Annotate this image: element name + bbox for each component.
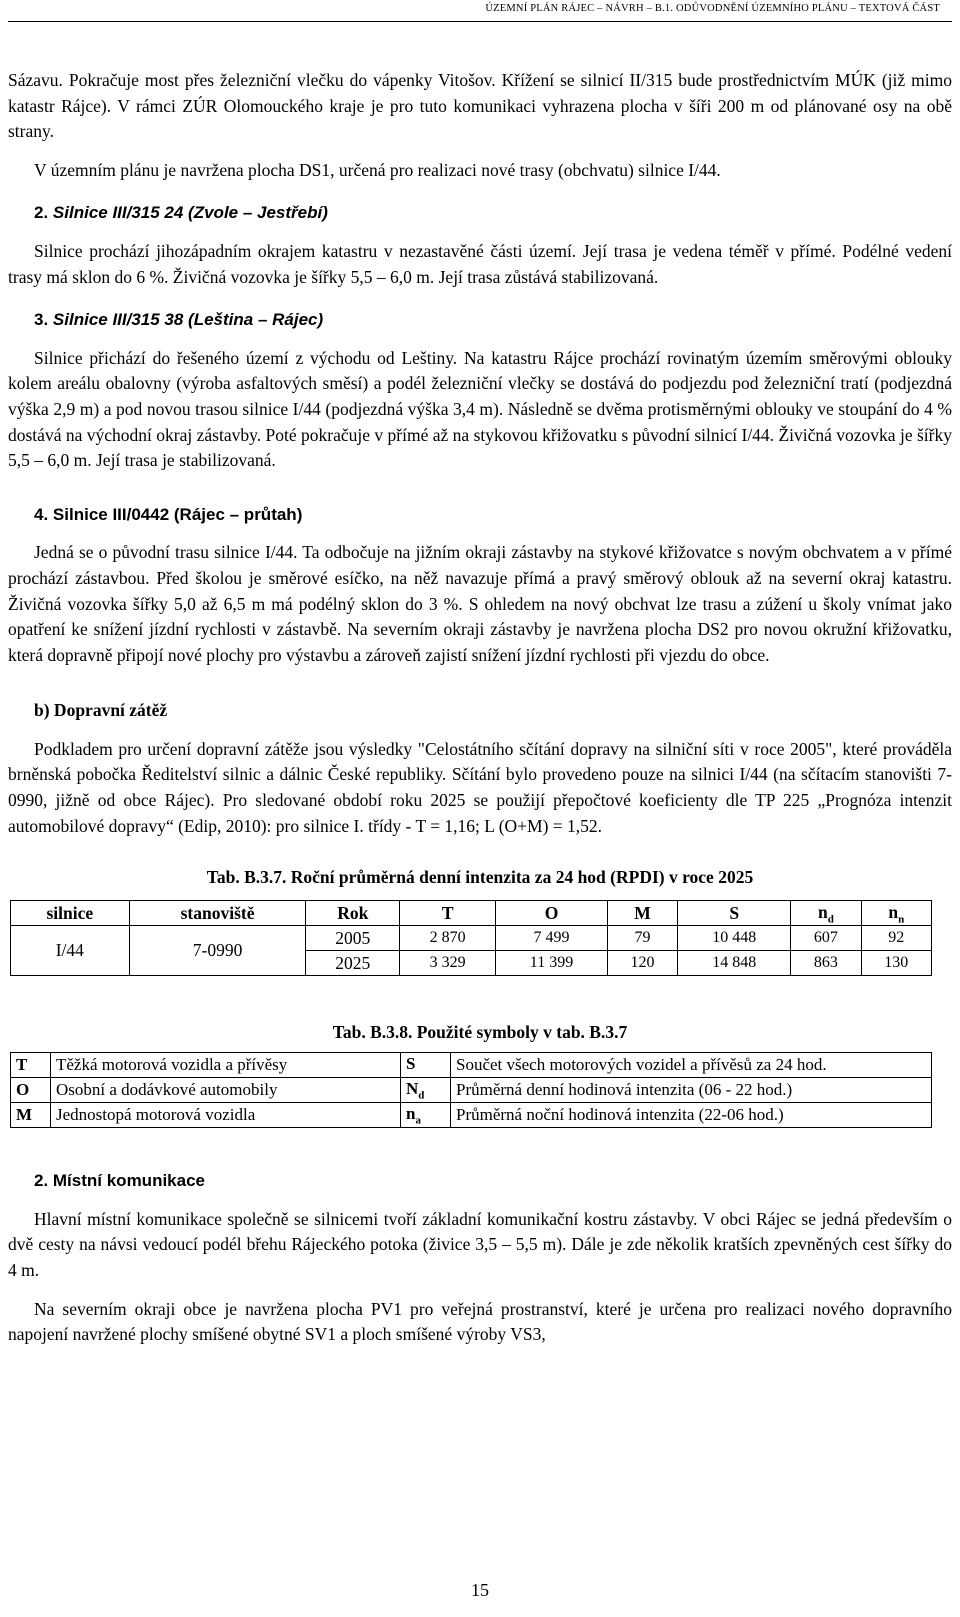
table-row	[11, 1053, 932, 1078]
symbols-table	[10, 1052, 932, 1128]
symbol-cell: S	[401, 1053, 451, 1078]
paragraph: Sázavu. Pokračuje most přes železniční vlečku do vápenky Vitošov. Křížení se silnicí II/315 bude prostřednictvím MÚK (již mimo katastr Rájce). V rámci ZÚR Olomouckého kraje je pro tuto komunikaci vyhrazena plocha v šíři 200 m od plánované osy na obě strany.	[8, 70, 952, 142]
section-heading-local-roads: 2. Místní komunikace	[34, 1171, 205, 1191]
table-row	[11, 926, 932, 951]
header-rule	[8, 21, 952, 22]
value-cell: 607	[791, 926, 861, 951]
header-cell: stanoviště	[129, 901, 306, 926]
value-cell: 130	[861, 951, 931, 976]
page-content	[8, 68, 952, 1348]
value-cell: 7 499	[496, 926, 608, 951]
symbol-cell: $n_a$	[401, 1103, 451, 1128]
value-cell: 10 448	[678, 926, 791, 951]
paragraph: Silnice přichází do řešeného území z východu od Leštiny. Na katastru Rájce prochází rovinatým územím směrovými oblouky kolem areálu obalovny (výroba asfaltových směsí) a podél železniční vlečky se dostává do podjezdu pod železniční tratí (podjezdná výška 2,9 m) a pod novou trasou silnice I/44 (podjezdná výška 3,4 m). Následně se dvěma protisměrnými oblouky ve stoupání do 4 % dostává na východní okraj zástavby. Poté pokračuje v přímé až na stykovou křižovatku s původní silnicí I/44. Živičná vozovka je šířky 5,5 – 6,0 m. Její trasa je stabilizovaná.	[8, 347, 952, 471]
year-cell: 2005	[306, 926, 400, 951]
header-cell: silnice	[11, 901, 130, 926]
table-row	[11, 1103, 932, 1128]
value-cell: 2 870	[400, 926, 496, 951]
section-heading-4: 4. Silnice III/0442 (Rájec – průtah)	[34, 504, 303, 524]
description-cell: Těžká motorová vozidla a přívěsy	[51, 1053, 401, 1078]
table-header-row	[11, 901, 932, 926]
header-cell: Rok	[306, 901, 400, 926]
description-cell: Průměrná noční hodinová intenzita (22-06 hod.)	[451, 1103, 932, 1128]
header-cell: $n_d$	[791, 901, 861, 926]
section-heading-2: 2. Silnice III/315 24 (Zvole – Jestřebí)	[34, 203, 328, 223]
paragraph: Podkladem pro určení dopravní zátěže jsou výsledky "Celostátního sčítání dopravy na silniční síti v roce 2005", které prováděla brněnská pobočka Ředitelství silnic a dálnic České republiky. Sčítání bylo provedeno pouze na silnici I/44 (na sčítacím stanovišti 7-0990, jižně od obce Rájec). Pro sledované období roku 2025 se použijí přepočtové koeficienty dle TP 225 „Prognóza intenzit automobilové dopravy“ (Edip, 2010): pro silnice I. třídy - T = 1,16; L (O+M) = 1,52.	[8, 738, 952, 836]
value-cell: 863	[791, 951, 861, 976]
header-cell: O	[496, 901, 608, 926]
symbol-cell: T	[11, 1053, 51, 1078]
section-heading-3: 3. Silnice III/315 38 (Leština – Rájec)	[34, 310, 324, 330]
value-cell: 79	[607, 926, 677, 951]
section-heading-b: b) Dopravní zátěž	[34, 700, 168, 721]
paragraph: Silnice prochází jihozápadním okrajem katastru v nezastavěné části území. Její trasa je vedena téměř v přímé. Podélné vedení trasy má sklon do 6 %. Živičná vozovka je šířky 5,5 – 6,0 m. Její trasa zůstává stabilizovaná.	[8, 240, 952, 287]
header-cell: $n_n$	[861, 901, 931, 926]
description-cell: Průměrná denní hodinová intenzita (06 - 22 hod.)	[451, 1078, 932, 1103]
symbol-cell: $N_d$	[401, 1078, 451, 1103]
value-cell: 120	[607, 951, 677, 976]
station-cell: 7-0990	[129, 926, 306, 976]
page-number: 15	[471, 1580, 489, 1600]
description-cell: Součet všech motorových vozidel a přívěsů za 24 hod.	[451, 1053, 932, 1078]
description-cell: Jednostopá motorová vozidla	[51, 1103, 401, 1128]
value-cell: 3 329	[400, 951, 496, 976]
header-cell: T	[400, 901, 496, 926]
road-cell: I/44	[11, 926, 130, 976]
symbol-cell: O	[11, 1078, 51, 1103]
year-cell: 2025	[306, 951, 400, 976]
running-header: ÚZEMNÍ PLÁN RÁJEC – NÁVRH – B.1. ODŮVODNĚNÍ ÚZEMNÍHO PLÁNU – TEXTOVÁ ČÁST	[485, 3, 940, 14]
paragraph: Hlavní místní komunikace společně se silnicemi tvoří základní komunikační kostru zástavby. V obci Rájec se jedná především o dvě cesty na návsi vedoucí podél břehu Rájeckého potoka (živice 3,5 – 5,5 m). Dále je zde několik kratších zpevněných cest šířky do 4 m.	[8, 1208, 952, 1281]
value-cell: 11 399	[496, 951, 608, 976]
header-cell: M	[607, 901, 677, 926]
value-cell: 14 848	[678, 951, 791, 976]
table-row	[11, 1078, 932, 1103]
paragraph: Na severním okraji obce je navržena plocha PV1 pro veřejná prostranství, které je určena pro realizaci nového dopravního napojení navržené plochy smíšené obytné SV1 a ploch smíšené výroby VS3,	[8, 1298, 952, 1345]
symbol-cell: M	[11, 1103, 51, 1128]
header-cell: S	[678, 901, 791, 926]
traffic-table	[10, 900, 932, 976]
value-cell: 92	[861, 926, 931, 951]
paragraph: V územním plánu je navržena plocha DS1, určená pro realizaci nové trasy (obchvatu) silnice I/44.	[34, 159, 721, 180]
paragraph: Jedná se o původní trasu silnice I/44. Ta odbočuje na jižním okraji zástavby na stykové křižovatce s novým obchvatem a v přímé prochází zástavbou. Před školou je směrové esíčko, na něž navazuje přímá a pravý směrový oblouk až na severní okraj katastru. Živičná vozovka šířky 5,0 až 6,5 m má podélný sklon do 3 %. S ohledem na nový obchvat lze trasu a zúžení u školy vnímat jako opatření ke snížení jízdní rychlosti v zástavbě. Na severním okraji zástavby je navržena plocha DS2 pro novou okružní křižovatku, která dopravně připojí nové plochy pro výstavbu a zároveň zajistí snížení jízdní rychlosti při vjezdu do obce.	[8, 542, 952, 665]
table-caption: Tab. B.3.7. Roční průměrná denní intenzita za 24 hod (RPDI) v roce 2025	[206, 867, 754, 888]
table-caption: Tab. B.3.8. Použité symboly v tab. B.3.7	[332, 1022, 628, 1043]
description-cell: Osobní a dodávkové automobily	[51, 1078, 401, 1103]
